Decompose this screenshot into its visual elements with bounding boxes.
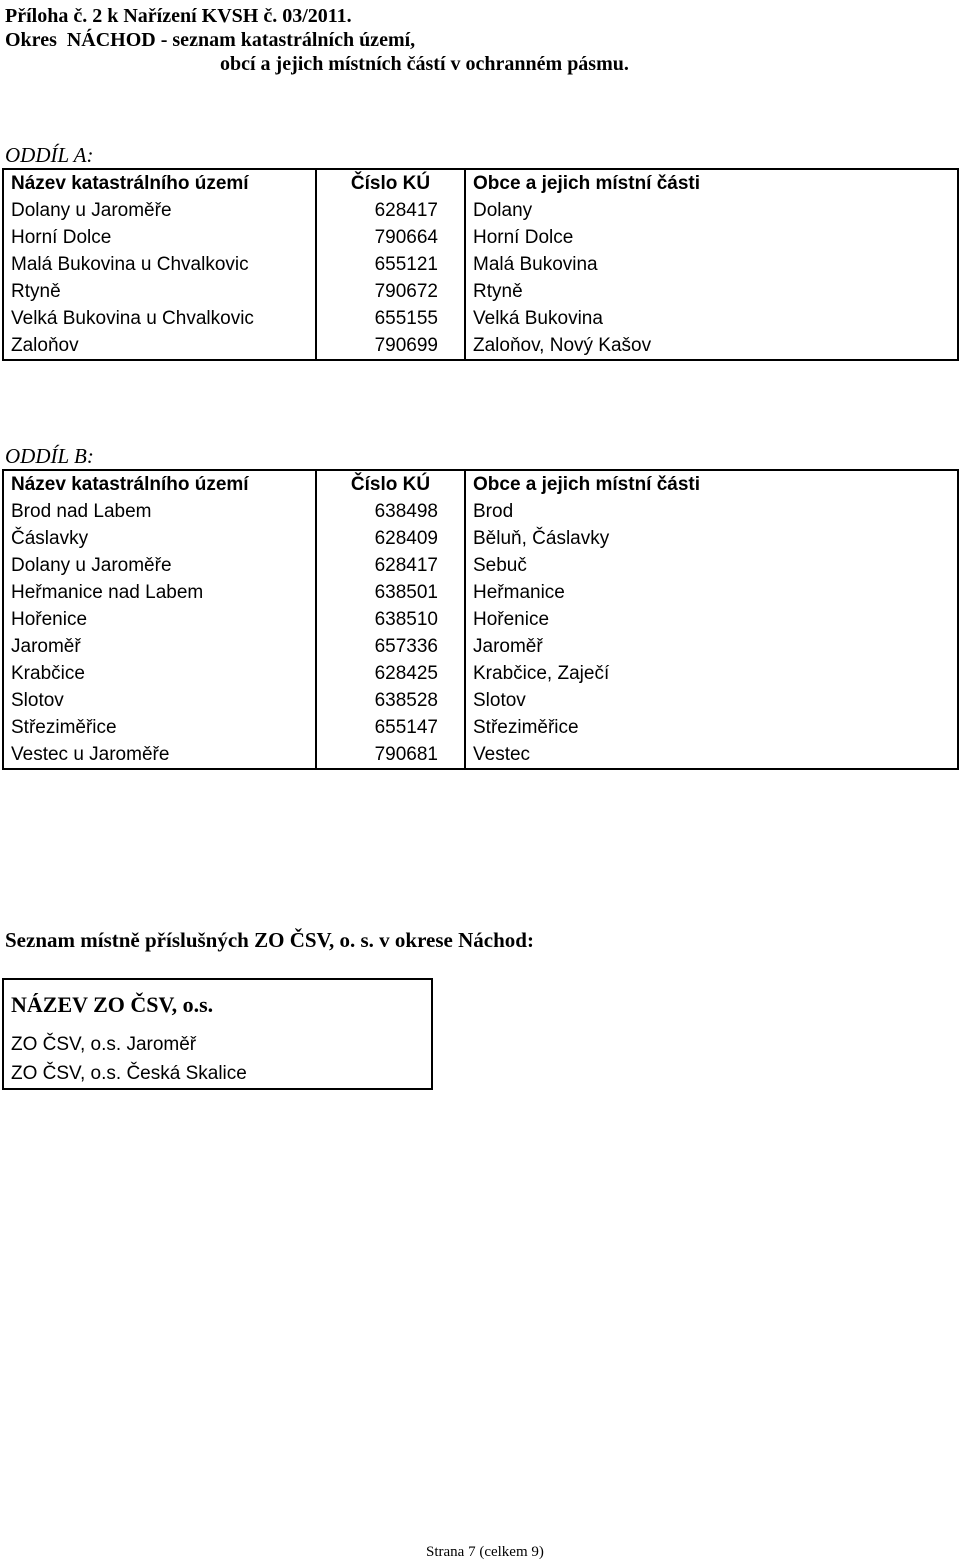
table-row <box>3 687 958 714</box>
cell-ku-number: 655155 <box>316 305 465 332</box>
cell-cadastral-area: Krabčice <box>3 660 316 687</box>
zo-list-header: NÁZEV ZO ČSV, o.s. <box>3 979 432 1030</box>
column-header-municipalities: Obce a jejich místní části <box>465 470 958 498</box>
cell-ku-number: 628417 <box>316 552 465 579</box>
column-header-cadastral-area: Název katastrálního území <box>3 169 316 197</box>
cell-ku-number: 638510 <box>316 606 465 633</box>
table-row <box>3 332 958 360</box>
table-row <box>3 525 958 552</box>
table-row <box>3 552 958 579</box>
cell-municipalities: Jaroměř <box>465 633 958 660</box>
cell-municipalities: Dolany <box>465 197 958 224</box>
column-header-ku-number: Číslo KÚ <box>316 470 465 498</box>
cell-cadastral-area: Vestec u Jaroměře <box>3 741 316 769</box>
cell-municipalities: Horní Dolce <box>465 224 958 251</box>
zo-list-item: ZO ČSV, o.s. Jaroměř <box>3 1030 432 1059</box>
table-row <box>3 278 958 305</box>
cell-cadastral-area: Velká Bukovina u Chvalkovic <box>3 305 316 332</box>
section-a-table <box>2 168 959 361</box>
cell-ku-number: 655147 <box>316 714 465 741</box>
cell-cadastral-area: Jaroměř <box>3 633 316 660</box>
cell-cadastral-area: Heřmanice nad Labem <box>3 579 316 606</box>
table-row <box>3 305 958 332</box>
table-row <box>3 606 958 633</box>
column-header-ku-number: Číslo KÚ <box>316 169 465 197</box>
section-b-title: ODDÍL B: <box>5 444 94 468</box>
cell-ku-number: 790664 <box>316 224 465 251</box>
cell-municipalities: Běluň, Čáslavky <box>465 525 958 552</box>
section-a-title: ODDÍL A: <box>5 143 94 167</box>
cell-ku-number: 628409 <box>316 525 465 552</box>
table-row <box>3 498 958 525</box>
table-row <box>3 197 958 224</box>
cell-ku-number: 628425 <box>316 660 465 687</box>
cell-cadastral-area: Střeziměřice <box>3 714 316 741</box>
table-row <box>3 714 958 741</box>
page-number: Strana 7 (celkem 9) <box>426 1544 544 1560</box>
zo-list-item: ZO ČSV, o.s. Česká Skalice <box>3 1059 432 1089</box>
cell-municipalities: Slotov <box>465 687 958 714</box>
cell-cadastral-area: Malá Bukovina u Chvalkovic <box>3 251 316 278</box>
table-row <box>3 633 958 660</box>
header-line-1: Příloha č. 2 k Nařízení KVSH č. 03/2011. <box>5 5 352 27</box>
cell-cadastral-area: Rtyně <box>3 278 316 305</box>
cell-municipalities: Zaloňov, Nový Kašov <box>465 332 958 360</box>
cell-ku-number: 655121 <box>316 251 465 278</box>
cell-municipalities: Hořenice <box>465 606 958 633</box>
cell-cadastral-area: Čáslavky <box>3 525 316 552</box>
table-row <box>3 251 958 278</box>
cell-municipalities: Velká Bukovina <box>465 305 958 332</box>
cell-municipalities: Střeziměřice <box>465 714 958 741</box>
cell-ku-number: 657336 <box>316 633 465 660</box>
cell-municipalities: Heřmanice <box>465 579 958 606</box>
table-header-row <box>3 169 958 197</box>
cell-municipalities: Krabčice, Zaječí <box>465 660 958 687</box>
zo-list-table <box>2 978 433 1090</box>
cell-municipalities: Brod <box>465 498 958 525</box>
table-row <box>3 1030 432 1059</box>
cell-municipalities: Sebuč <box>465 552 958 579</box>
zo-list-title: Seznam místně příslušných ZO ČSV, o. s. v okrese Náchod: <box>5 928 534 952</box>
section-b-table <box>2 469 959 770</box>
cell-cadastral-area: Brod nad Labem <box>3 498 316 525</box>
cell-municipalities: Rtyně <box>465 278 958 305</box>
column-header-cadastral-area: Název katastrálního území <box>3 470 316 498</box>
table-row <box>3 579 958 606</box>
cell-ku-number: 790672 <box>316 278 465 305</box>
cell-municipalities: Malá Bukovina <box>465 251 958 278</box>
cell-ku-number: 638498 <box>316 498 465 525</box>
document-header <box>5 4 629 76</box>
cell-ku-number: 790699 <box>316 332 465 360</box>
header-line-2: Okres NÁCHOD - seznam katastrálních území, <box>5 29 416 51</box>
column-header-municipalities: Obce a jejich místní části <box>465 169 958 197</box>
table-row <box>3 741 958 769</box>
cell-cadastral-area: Dolany u Jaroměře <box>3 197 316 224</box>
table-row <box>3 224 958 251</box>
table-header-row <box>3 470 958 498</box>
zo-list-header-row <box>3 979 432 1030</box>
cell-cadastral-area: Horní Dolce <box>3 224 316 251</box>
cell-ku-number: 628417 <box>316 197 465 224</box>
cell-cadastral-area: Dolany u Jaroměře <box>3 552 316 579</box>
cell-cadastral-area: Slotov <box>3 687 316 714</box>
cell-ku-number: 638501 <box>316 579 465 606</box>
cell-ku-number: 790681 <box>316 741 465 769</box>
table-row <box>3 1059 432 1089</box>
section-b-table-body <box>3 470 958 769</box>
table-row <box>3 660 958 687</box>
header-line-3: obcí a jejich místních částí v ochranném pásmu. <box>220 53 629 75</box>
cell-municipalities: Vestec <box>465 741 958 769</box>
cell-ku-number: 638528 <box>316 687 465 714</box>
section-a-table-body <box>3 169 958 360</box>
cell-cadastral-area: Hořenice <box>3 606 316 633</box>
cell-cadastral-area: Zaloňov <box>3 332 316 360</box>
